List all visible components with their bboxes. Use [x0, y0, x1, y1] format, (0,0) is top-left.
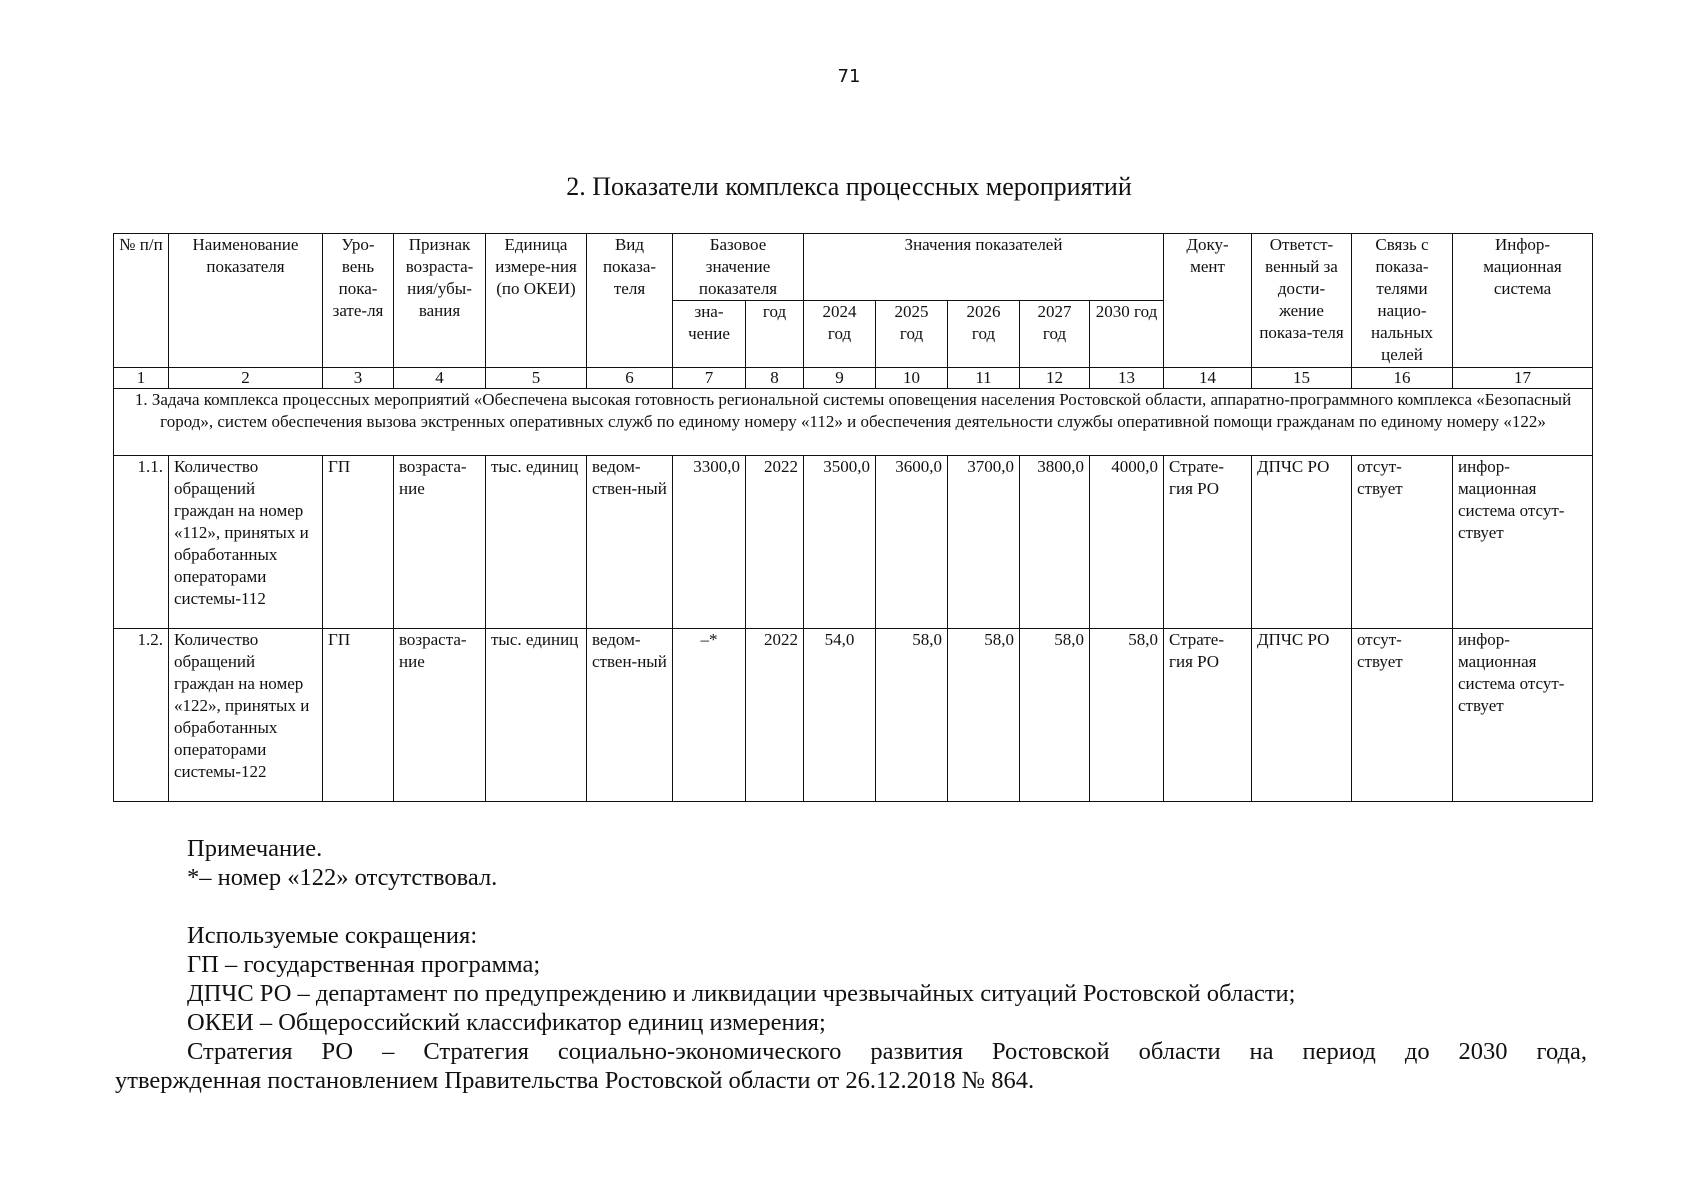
row-2025: 3600,0 — [876, 456, 948, 629]
header-document: Доку-мент — [1164, 234, 1252, 368]
row-unit: тыс. единиц — [486, 456, 587, 629]
header-level: Уро-вень пока-зате-ля — [323, 234, 394, 368]
abbreviation-strategy: Стратегия РО – Стратегия социально-экономического развития Ростовской области на период до 2030 года, — [187, 1038, 1587, 1065]
row-no: 1.2. — [114, 629, 169, 802]
row-2026: 3700,0 — [948, 456, 1020, 629]
row-type: ведом-ствен-ный — [587, 456, 673, 629]
header-base: Базовое значение показателя — [673, 234, 804, 301]
header-base-year: год — [746, 301, 804, 368]
row-2025: 58,0 — [876, 629, 948, 802]
header-unit: Единица измере-ния (по ОКЕИ) — [486, 234, 587, 368]
header-2024: 2024 год — [804, 301, 876, 368]
row-infosys: инфор-мационная система отсут-ствует — [1453, 456, 1593, 629]
row-2024: 54,0 — [804, 629, 876, 802]
row-link: отсут-ствует — [1352, 456, 1453, 629]
column-number: 13 — [1090, 368, 1164, 389]
header-2026: 2026 год — [948, 301, 1020, 368]
column-number: 5 — [486, 368, 587, 389]
column-number: 3 — [323, 368, 394, 389]
abbreviations-title: Используемые сокращения: — [187, 922, 478, 949]
row-document: Страте-гия РО — [1164, 456, 1252, 629]
header-link: Связь с показа-телями нацио-нальных целей — [1352, 234, 1453, 368]
row-name: Количество обращений граждан на номер «122», принятых и обработанных операторами системы-122 — [169, 629, 323, 802]
row-type: ведом-ствен-ный — [587, 629, 673, 802]
row-infosys: инфор-мационная система отсут-ствует — [1453, 629, 1593, 802]
header-2030: 2030 год — [1090, 301, 1164, 368]
row-base-year: 2022 — [746, 456, 804, 629]
header-row — [114, 234, 1593, 301]
row-level: ГП — [323, 629, 394, 802]
column-number: 14 — [1164, 368, 1252, 389]
row-trend: возраста-ние — [394, 629, 486, 802]
header-no: № п/п — [114, 234, 169, 368]
column-number: 7 — [673, 368, 746, 389]
table-row — [114, 456, 1593, 629]
header-values: Значения показателей — [804, 234, 1164, 301]
column-number: 6 — [587, 368, 673, 389]
notes-section — [115, 834, 1587, 1095]
column-number: 8 — [746, 368, 804, 389]
header-trend: Признак возраста-ния/убы-вания — [394, 234, 486, 368]
row-2026: 58,0 — [948, 629, 1020, 802]
header-base-value: зна-чение — [673, 301, 746, 368]
note-title: Примечание. — [187, 835, 323, 862]
row-2030: 4000,0 — [1090, 456, 1164, 629]
note-text: *– номер «122» отсутствовал. — [187, 864, 498, 891]
header-2027: 2027 год — [1020, 301, 1090, 368]
row-2027: 3800,0 — [1020, 456, 1090, 629]
row-unit: тыс. единиц — [486, 629, 587, 802]
column-number: 10 — [876, 368, 948, 389]
row-2030: 58,0 — [1090, 629, 1164, 802]
column-number: 2 — [169, 368, 323, 389]
row-2024: 3500,0 — [804, 456, 876, 629]
header-name: Наименование показателя — [169, 234, 323, 368]
page-number: 71 — [837, 66, 861, 87]
column-number: 9 — [804, 368, 876, 389]
column-number: 17 — [1453, 368, 1593, 389]
column-number: 11 — [948, 368, 1020, 389]
row-base-value: –* — [673, 629, 746, 802]
column-number: 12 — [1020, 368, 1090, 389]
page-title: 2. Показатели комплекса процессных мероприятий — [566, 172, 1132, 201]
row-responsible: ДПЧС РО — [1252, 629, 1352, 802]
abbreviation-okei: ОКЕИ – Общероссийский классификатор единиц измерения; — [187, 1009, 826, 1036]
column-number: 4 — [394, 368, 486, 389]
indicators-table — [113, 233, 1593, 802]
column-numbers-row — [114, 368, 1593, 389]
row-2027: 58,0 — [1020, 629, 1090, 802]
row-level: ГП — [323, 456, 394, 629]
header-type: Вид показа-теля — [587, 234, 673, 368]
abbreviation-dpchs: ДПЧС РО – департамент по предупреждению и ликвидации чрезвычайных ситуаций Ростовской области; — [187, 980, 1296, 1007]
table-row — [114, 629, 1593, 802]
row-document: Страте-гия РО — [1164, 629, 1252, 802]
row-link: отсут-ствует — [1352, 629, 1453, 802]
abbreviation-strategy-continued: утвержденная постановлением Правительства Ростовской области от 26.12.2018 № 864. — [115, 1067, 1035, 1094]
task-description: 1. Задача комплекса процессных мероприятий «Обеспечена высокая готовность региональной системы оповещения населения Ростовской области, аппаратно-программного комплекса «Безопасный город», систем обеспечения вызова экстренных оперативных служб по единому номеру «112» и обеспечения деятельности службы оперативной помощи гражданам по единому номеру «122» — [114, 389, 1593, 456]
abbreviation-gp: ГП – государственная программа; — [187, 951, 541, 978]
row-name: Количество обращений граждан на номер «112», принятых и обработанных операторами системы-112 — [169, 456, 323, 629]
header-responsible: Ответст-венный за дости-жение показа-теля — [1252, 234, 1352, 368]
header-infosys: Инфор-мационная система — [1453, 234, 1593, 368]
column-number: 15 — [1252, 368, 1352, 389]
column-number: 16 — [1352, 368, 1453, 389]
task-row — [114, 389, 1593, 456]
row-base-year: 2022 — [746, 629, 804, 802]
row-trend: возраста-ние — [394, 456, 486, 629]
row-no: 1.1. — [114, 456, 169, 629]
header-2025: 2025 год — [876, 301, 948, 368]
row-base-value: 3300,0 — [673, 456, 746, 629]
column-number: 1 — [114, 368, 169, 389]
row-responsible: ДПЧС РО — [1252, 456, 1352, 629]
